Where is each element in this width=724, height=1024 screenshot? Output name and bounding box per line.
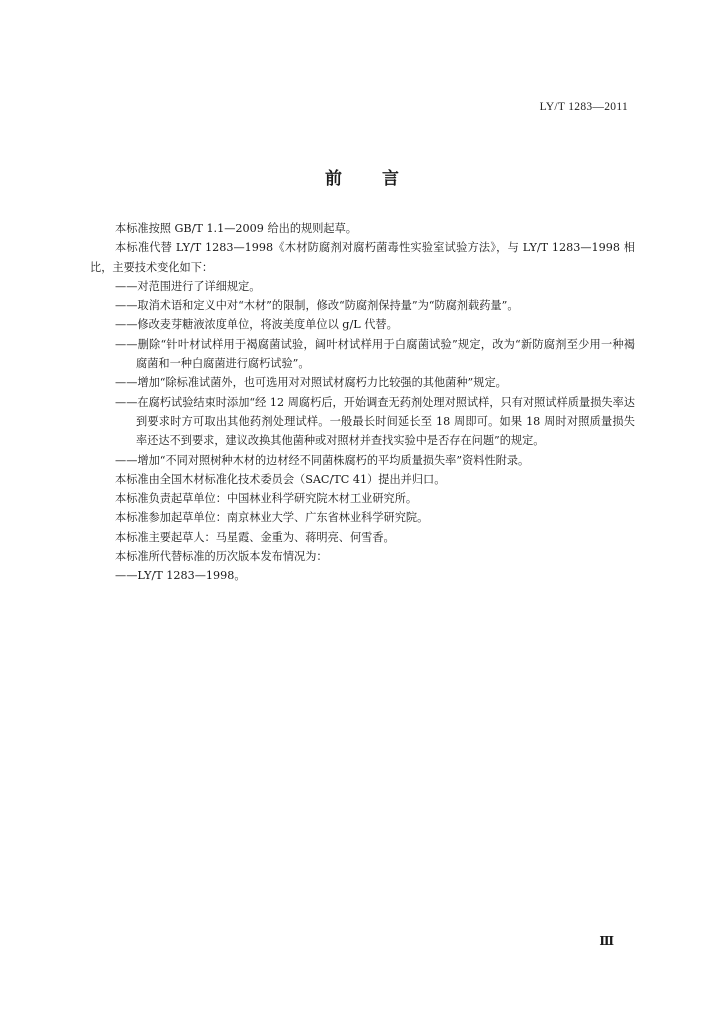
paragraph-drafting-rules: 本标准按照 GB/T 1.1—2009 给出的规则起草。 xyxy=(115,222,357,235)
change-item-3: ——修改麦芽糖液浓度单位，将波美度单位以 g/L 代替。 xyxy=(115,318,398,332)
change-item-1: ——对范围进行了详细规定。 xyxy=(115,279,261,293)
paragraph-version-history: 本标准所代替标准的历次版本发布情况为： xyxy=(115,550,328,564)
change-item-7: ——增加“不同对照树种木材的边材经不同菌株腐朽的平均质量损失率”资料性附录。 xyxy=(115,453,530,467)
document-code: LY/T 1283—2011 xyxy=(539,101,628,113)
change-item-4: ——删除“针叶材试样用于褐腐菌试验，阔叶材试样用于白腐菌试验”规定，改为“新防腐剂至少用一种褐腐菌和一种白腐菌进行腐朽试验”。 xyxy=(115,337,635,371)
paragraph-proposer: 本标准由全国木材标准化技术委员会（SAC/TC 41）提出并归口。 xyxy=(115,472,446,486)
change-item-2: ——取消术语和定义中对“木材”的限制，修改“防腐剂保持量”为“防腐剂载药量”。 xyxy=(115,299,519,313)
page-title xyxy=(0,164,724,189)
change-item-5: ——增加“除标准试菌外，也可选用对对照试材腐朽力比较强的其他菌种”规定。 xyxy=(115,376,507,390)
paragraph-main-drafters: 本标准主要起草人：马星霞、金重为、蒋明亮、何雪香。 xyxy=(115,530,395,544)
title-char-2: 言 xyxy=(382,169,399,189)
paragraph-participating-drafters: 本标准参加起草单位：南京林业大学、广东省林业科学研究院。 xyxy=(115,511,429,525)
version-item: ——LY/T 1283—1998。 xyxy=(115,569,246,583)
paragraph-replaces: 本标准代替 LY/T 1283—1998《木材防腐剂对腐朽菌毒性实验室试验方法》，与 LY/T 1283—1998 相比，主要技术变化如下： xyxy=(90,241,635,274)
document-body xyxy=(90,219,635,586)
change-item-6: ——在腐朽试验结束时添加“经 12 周腐朽后，开始调查无药剂处理对照试样，只有对照试样质量损失率达到要求时方可取出其他药剂处理试样。一般最长时间延长至 18 周即可。如果 18 周时对照质量损失率还达不到要求，建议改换其他菌种或对照材并查找实验中是否存在问题”的规定。 xyxy=(115,395,635,448)
paragraph-lead-drafter: 本标准负责起草单位：中国林业科学研究院木材工业研究所。 xyxy=(115,492,418,506)
page-number: Ⅲ xyxy=(599,934,614,948)
title-char-1: 前 xyxy=(325,169,342,189)
